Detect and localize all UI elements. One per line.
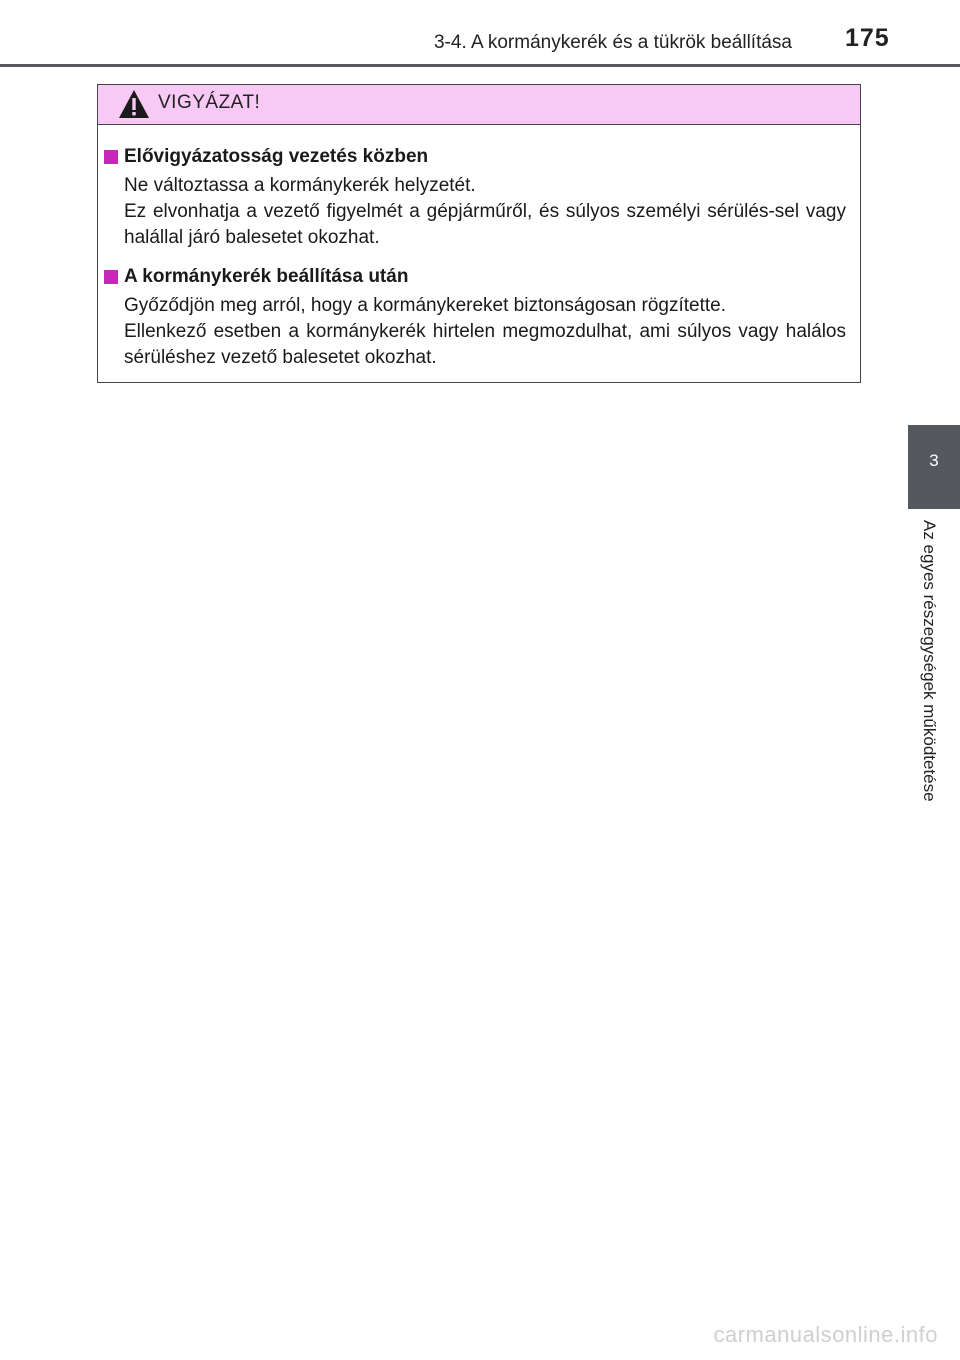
item-heading bbox=[104, 265, 846, 289]
page-header bbox=[0, 0, 960, 64]
warning-triangle-icon bbox=[118, 89, 150, 119]
section-title: 3-4. A kormánykerék és a tükrök beállítása bbox=[433, 32, 792, 53]
item-text bbox=[104, 293, 846, 371]
item-heading-text: A kormánykerék beállítása után bbox=[124, 266, 409, 287]
chapter-tab bbox=[908, 425, 960, 509]
item-line: Ne változtassa a kormánykerék helyzetét. bbox=[124, 175, 476, 196]
caution-title: VIGYÁZAT! bbox=[158, 92, 261, 113]
caution-header bbox=[98, 85, 860, 125]
header-rule bbox=[0, 64, 960, 67]
caution-body bbox=[98, 125, 860, 371]
chapter-number: 3 bbox=[929, 451, 939, 470]
item-line: Ellenkező esetben a kormánykerék hirtelen megmozdulhat, ami súlyos vagy halálos sérüléshez vezető balesetet okozhat. bbox=[124, 321, 846, 368]
caution-box bbox=[97, 84, 861, 383]
square-bullet-icon bbox=[104, 150, 118, 164]
item-heading-text: Elővigyázatosság vezetés közben bbox=[124, 146, 429, 167]
caution-item-driving bbox=[104, 145, 846, 251]
item-heading bbox=[104, 145, 846, 169]
chapter-label: Az egyes részegységek működtetése bbox=[920, 520, 939, 802]
item-text bbox=[104, 173, 846, 251]
item-line: Ez elvonhatja a vezető figyelmét a gépjárműről, és súlyos személyi sérülés-sel vagy halállal járó balesetet okozhat. bbox=[124, 201, 846, 248]
square-bullet-icon bbox=[104, 270, 118, 284]
watermark: carmanualsonline.info bbox=[713, 1322, 938, 1347]
page-number: 175 bbox=[845, 24, 890, 52]
item-line: Győződjön meg arról, hogy a kormánykereket biztonságosan rögzítette. bbox=[124, 295, 726, 316]
caution-item-after-adjustment bbox=[104, 265, 846, 371]
